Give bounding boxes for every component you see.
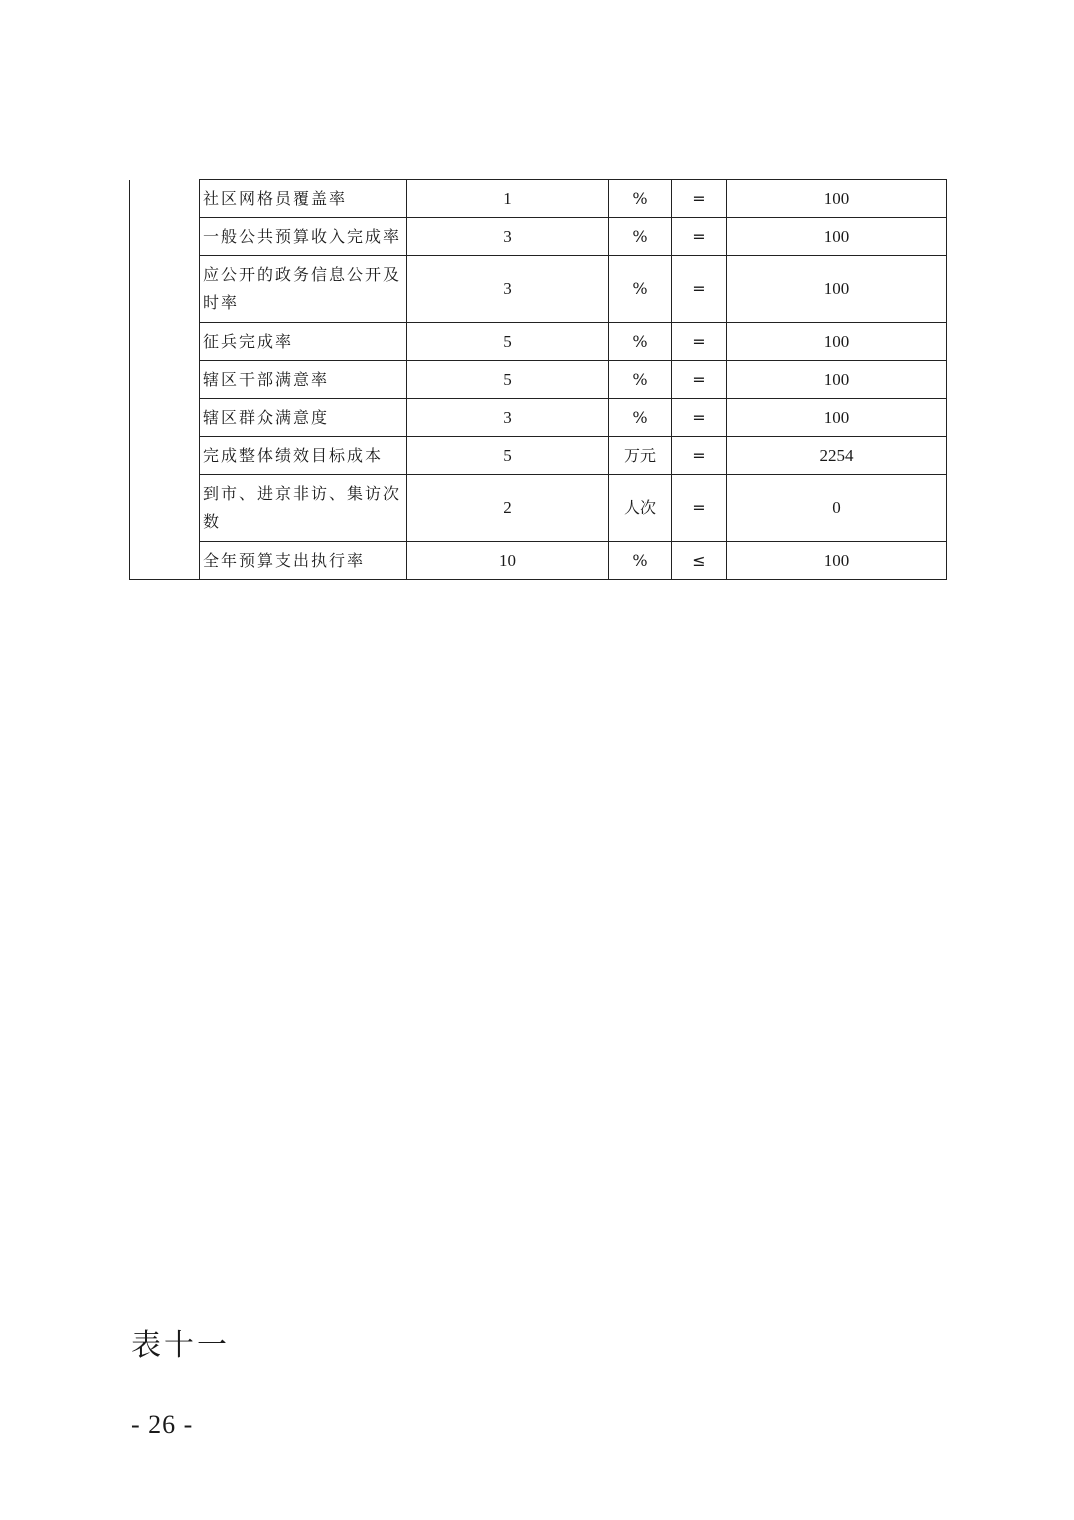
indicator-unit: % (609, 399, 672, 437)
indicator-name: 辖区群众满意度 (200, 399, 407, 437)
indicator-operator: = (672, 475, 727, 542)
indicator-target: 100 (727, 256, 947, 323)
indicator-operator: ≤ (672, 542, 727, 580)
indicator-operator: = (672, 256, 727, 323)
indicator-unit: 人次 (609, 475, 672, 542)
indicator-target: 100 (727, 180, 947, 218)
indicator-unit: 万元 (609, 437, 672, 475)
performance-indicator-table (129, 179, 947, 580)
category-cell (130, 180, 200, 580)
indicator-target: 100 (727, 218, 947, 256)
indicator-unit: % (609, 180, 672, 218)
indicator-name: 辖区干部满意率 (200, 361, 407, 399)
indicator-score: 5 (407, 437, 609, 475)
indicator-operator: = (672, 437, 727, 475)
indicator-name: 一般公共预算收入完成率 (200, 218, 407, 256)
table-row (130, 180, 947, 218)
indicator-operator: = (672, 180, 727, 218)
indicator-operator: = (672, 323, 727, 361)
indicator-target: 100 (727, 361, 947, 399)
indicator-score: 10 (407, 542, 609, 580)
indicator-name: 征兵完成率 (200, 323, 407, 361)
indicator-operator: = (672, 399, 727, 437)
table-row (130, 437, 947, 475)
indicator-unit: % (609, 323, 672, 361)
indicator-target: 0 (727, 475, 947, 542)
indicator-operator: = (672, 361, 727, 399)
indicator-name: 全年预算支出执行率 (200, 542, 407, 580)
indicator-score: 5 (407, 361, 609, 399)
indicator-unit: % (609, 256, 672, 323)
indicator-unit: % (609, 542, 672, 580)
indicator-score: 3 (407, 399, 609, 437)
table-row (130, 542, 947, 580)
indicator-name: 完成整体绩效目标成本 (200, 437, 407, 475)
indicator-name: 应公开的政务信息公开及时率 (200, 256, 407, 323)
indicator-score: 3 (407, 218, 609, 256)
indicator-score: 5 (407, 323, 609, 361)
page-number: - 26 - (131, 1410, 194, 1439)
indicator-target: 100 (727, 399, 947, 437)
indicator-score: 2 (407, 475, 609, 542)
table-row (130, 361, 947, 399)
table-row (130, 323, 947, 361)
table-row (130, 256, 947, 323)
indicator-score: 3 (407, 256, 609, 323)
table-row (130, 218, 947, 256)
indicator-name: 到市、进京非访、集访次数 (200, 475, 407, 542)
indicator-target: 100 (727, 323, 947, 361)
indicator-target: 2254 (727, 437, 947, 475)
indicator-unit: % (609, 361, 672, 399)
indicator-target: 100 (727, 542, 947, 580)
table-row (130, 399, 947, 437)
indicator-unit: % (609, 218, 672, 256)
table-caption: 表十一 (131, 1328, 230, 1363)
table-row (130, 475, 947, 542)
indicator-operator: = (672, 218, 727, 256)
indicator-score: 1 (407, 180, 609, 218)
indicator-name: 社区网格员覆盖率 (200, 180, 407, 218)
